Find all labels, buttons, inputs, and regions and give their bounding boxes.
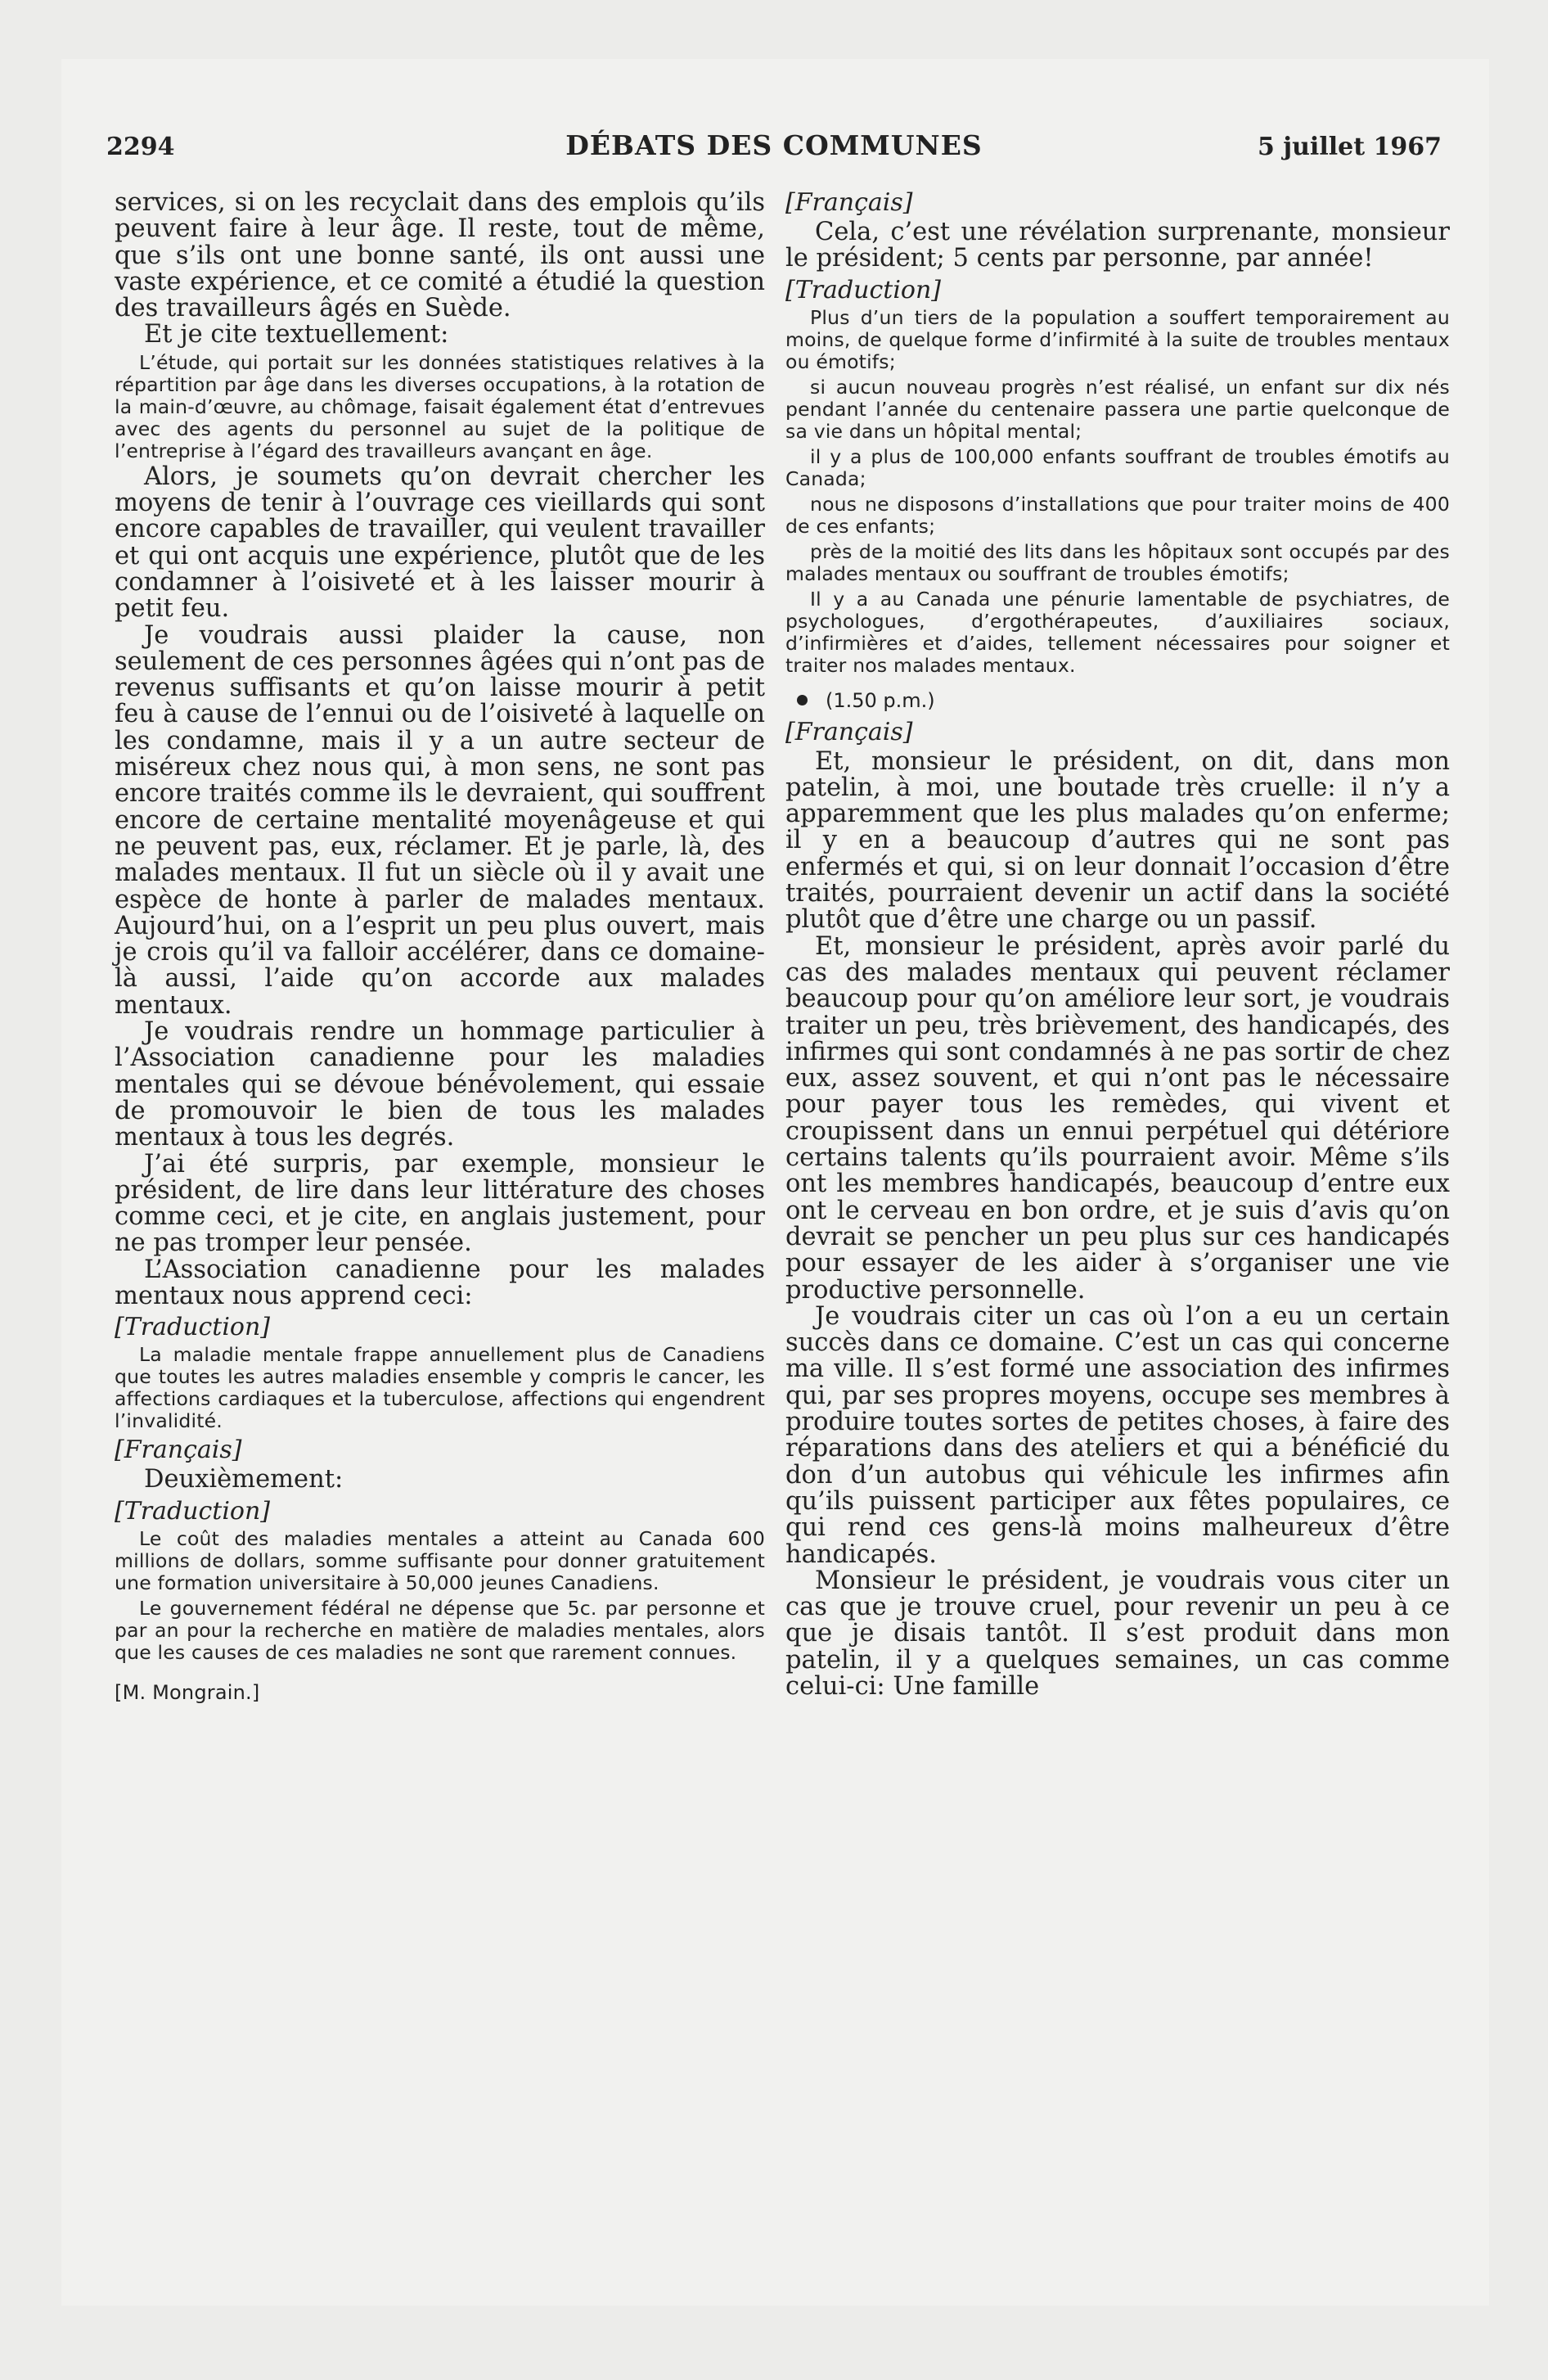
paragraph: Et, monsieur le président, on dit, dans mon patelin, à moi, une boutade très cruelle: il n’y a apparemment que les plus malades qu’on enferme; il y en a beaucoup d’autres qui ne sont pas enfermés et qui, si on leur donnait l’occasion d’être traités, pourraient devenir un actif dans la société plutôt que d’être une charge ou un passif. — [785, 746, 1450, 935]
quotation: si aucun nouveau progrès n’est réalisé, un enfant sur dix nés pendant l’année du centenaire passera une partie quelconque de sa vie dans un hôpital mental; — [785, 375, 1450, 443]
paragraph: services, si on les recyclait dans des emplois qu’ils peuvent faire à leur âge. Il reste, tout de même, que s’ils ont une bonne santé, ils ont aussi une vaste expérience, et ce comité a étudié la question des travailleurs âgés en Suède. — [115, 188, 765, 323]
paragraph: Je voudrais rendre un hommage particulier à l’Association canadienne pour les maladies mentales qui se dévoue bénévolement, qui essaie de promouvoir le bien de tous les malades mentaux à tous les degrés. — [115, 1017, 765, 1152]
quotation: Le coût des maladies mentales a atteint au Canada 600 millions de dollars, somme suffisante pour donner gratuitement une formation universitaire à 50,000 jeunes Canadiens. — [115, 1526, 765, 1594]
paragraph: Je voudrais aussi plaider la cause, non seulement de ces personnes âgées qui n’ont pas de revenus suffisants et qu’on laisse mourir à petit feu à cause de l’ennui ou de l’oisiveté à laquelle on les condamne, mais il y a un autre secteur de miséreux chez nous qui, à mon sens, ne sont pas encore traités comme ils le devraient, qui souffrent encore de certaine mentalité moyenâgeuse et qui ne peuvent pas, eux, réclamer. Et je parle, là, des malades mentaux. Il fut un siècle où il y avait une espèce de honte à parler de malades mentaux. Aujourd’hui, on a l’esprit un peu plus ouvert, mais je crois qu’il va falloir accélérer, dans ce domaine-là aussi, l’aide qu’on accorde aux malades mentaux. — [115, 620, 765, 1020]
language-marker: [Français] — [785, 188, 913, 217]
paragraph: Cela, c’est une révélation surprenante, monsieur le président; 5 cents par personne, par année! — [785, 218, 1450, 273]
paragraph: Et, monsieur le président, après avoir parlé du cas des malades mentaux qui peuvent réclamer beaucoup pour qu’on améliore leur sort, je voudrais traiter un peu, très brièvement, des handicapés, des infirmes qui sont condamnés à ne pas sortir de chez eux, assez souvent, et qui n’ont pas le nécessaire pour payer tous les remèdes, qui vivent et croupissent dans un ennui perpétuel qui détériore certains talents qu’ils pourraient avoir. Même s’ils ont les membres handicapés, beaucoup d’entre eux ont le cerveau en bon ordre, et je suis d’avis qu’on devrait se pencher un peu plus sur ces handicapés pour essayer de les aider à s’organiser une vie productive personnelle. — [785, 931, 1450, 1305]
language-marker: [Français] — [115, 1436, 242, 1465]
paragraph: J’ai été surpris, par exemple, monsieur le président, de lire dans leur littérature des choses comme ceci, et je cite, en anglais justement, pour ne pas tromper leur pensée. — [115, 1149, 765, 1258]
paragraph: Et je cite textuellement: — [144, 320, 449, 349]
page-title: DÉBATS DES COMMUNES — [565, 129, 983, 161]
quotation: La maladie mentale frappe annuellement plus de Canadiens que toutes les autres maladies ensemble y compris le cancer, les affections cardiaques et la tuberculose, affections qui engendrent l’invalidité. — [115, 1343, 765, 1433]
language-marker: [Traduction] — [115, 1313, 271, 1342]
paragraph: L’Association canadienne pour les malades mentaux nous apprend ceci: — [115, 1255, 765, 1310]
speaker-signature: [M. Mongrain.] — [115, 1680, 260, 1704]
quotation: Il y a au Canada une pénurie lamentable de psychiatres, de psychologues, d’ergothérapeutes, d’auxiliaires sociaux, d’infirmières et d’aides, tellement nécessaires pour soigner et traiter nos malades mentaux. — [785, 587, 1450, 677]
quotation: Plus d’un tiers de la population a souffert temporairement au moins, de quelque forme d’infirmité à la suite de troubles mentaux ou émotifs; — [785, 305, 1450, 373]
quotation: près de la moitié des lits dans les hôpitaux sont occupés par des malades mentaux ou souffrant de troubles émotifs; — [785, 539, 1450, 585]
language-marker: [Traduction] — [115, 1496, 271, 1526]
language-marker: [Français] — [785, 717, 913, 746]
quotation: nous ne disposons d’installations que pour traiter moins de 400 de ces enfants; — [785, 492, 1450, 538]
right-column — [785, 190, 1450, 1700]
paragraph: Deuxièmement: — [144, 1465, 344, 1494]
paragraph: Alors, je soumets qu’on devrait chercher les moyens de tenir à l’ouvrage ces vieillards qui sont encore capables de travailler, qui veulent travailler et qui ont acquis une expérience, plutôt que de les condamner à l’oisiveté et à les laisser mourir à petit feu. — [115, 462, 765, 624]
page-header — [106, 129, 1442, 170]
quotation: il y a plus de 100,000 enfants souffrant de troubles émotifs au Canada; — [785, 444, 1450, 490]
left-column — [115, 190, 765, 1706]
timestamp-line — [785, 687, 1450, 714]
timestamp: (1.50 p.m.) — [826, 688, 935, 712]
quotation: Le gouvernement fédéral ne dépense que 5c. par personne et par an pour la recherche en matière de maladies mentales, alors que les causes de ces maladies ne sont que rarement connues. — [115, 1596, 765, 1664]
quotation: L’étude, qui portait sur les données statistiques relatives à la répartition par âge dans les diverses occupations, à la rotation de la main-d’œuvre, au chômage, faisait également état d’entrevues avec des agents du personnel au sujet de la politique de l’entreprise à l’égard des travailleurs avançant en âge. — [115, 350, 765, 462]
paragraph: Je voudrais citer un cas où l’on a eu un certain succès dans ce domaine. C’est un cas qui concerne ma ville. Il s’est formé une association des infirmes qui, par ses propres moyens, occupe ses membres à produire toutes sortes de petites choses, à faire des réparations dans des ateliers et qui a bénéficié du don d’un autobus qui véhicule les infirmes afin qu’ils puissent participer aux fêtes populaires, ce qui rend ces gens-là moins malheureux d’être handicapés. — [785, 1301, 1450, 1569]
bullet-icon — [797, 695, 808, 705]
page-number: 2294 — [106, 133, 175, 161]
language-marker: [Traduction] — [785, 275, 942, 304]
page-date: 5 juillet 1967 — [1257, 133, 1442, 161]
paragraph: Monsieur le président, je voudrais vous citer un cas que je trouve cruel, pour revenir un peu à ce que je disais tantôt. Il s’est produit dans mon patelin, il y a quelques semaines, un cas comme celui-ci: Une famille — [785, 1566, 1450, 1701]
